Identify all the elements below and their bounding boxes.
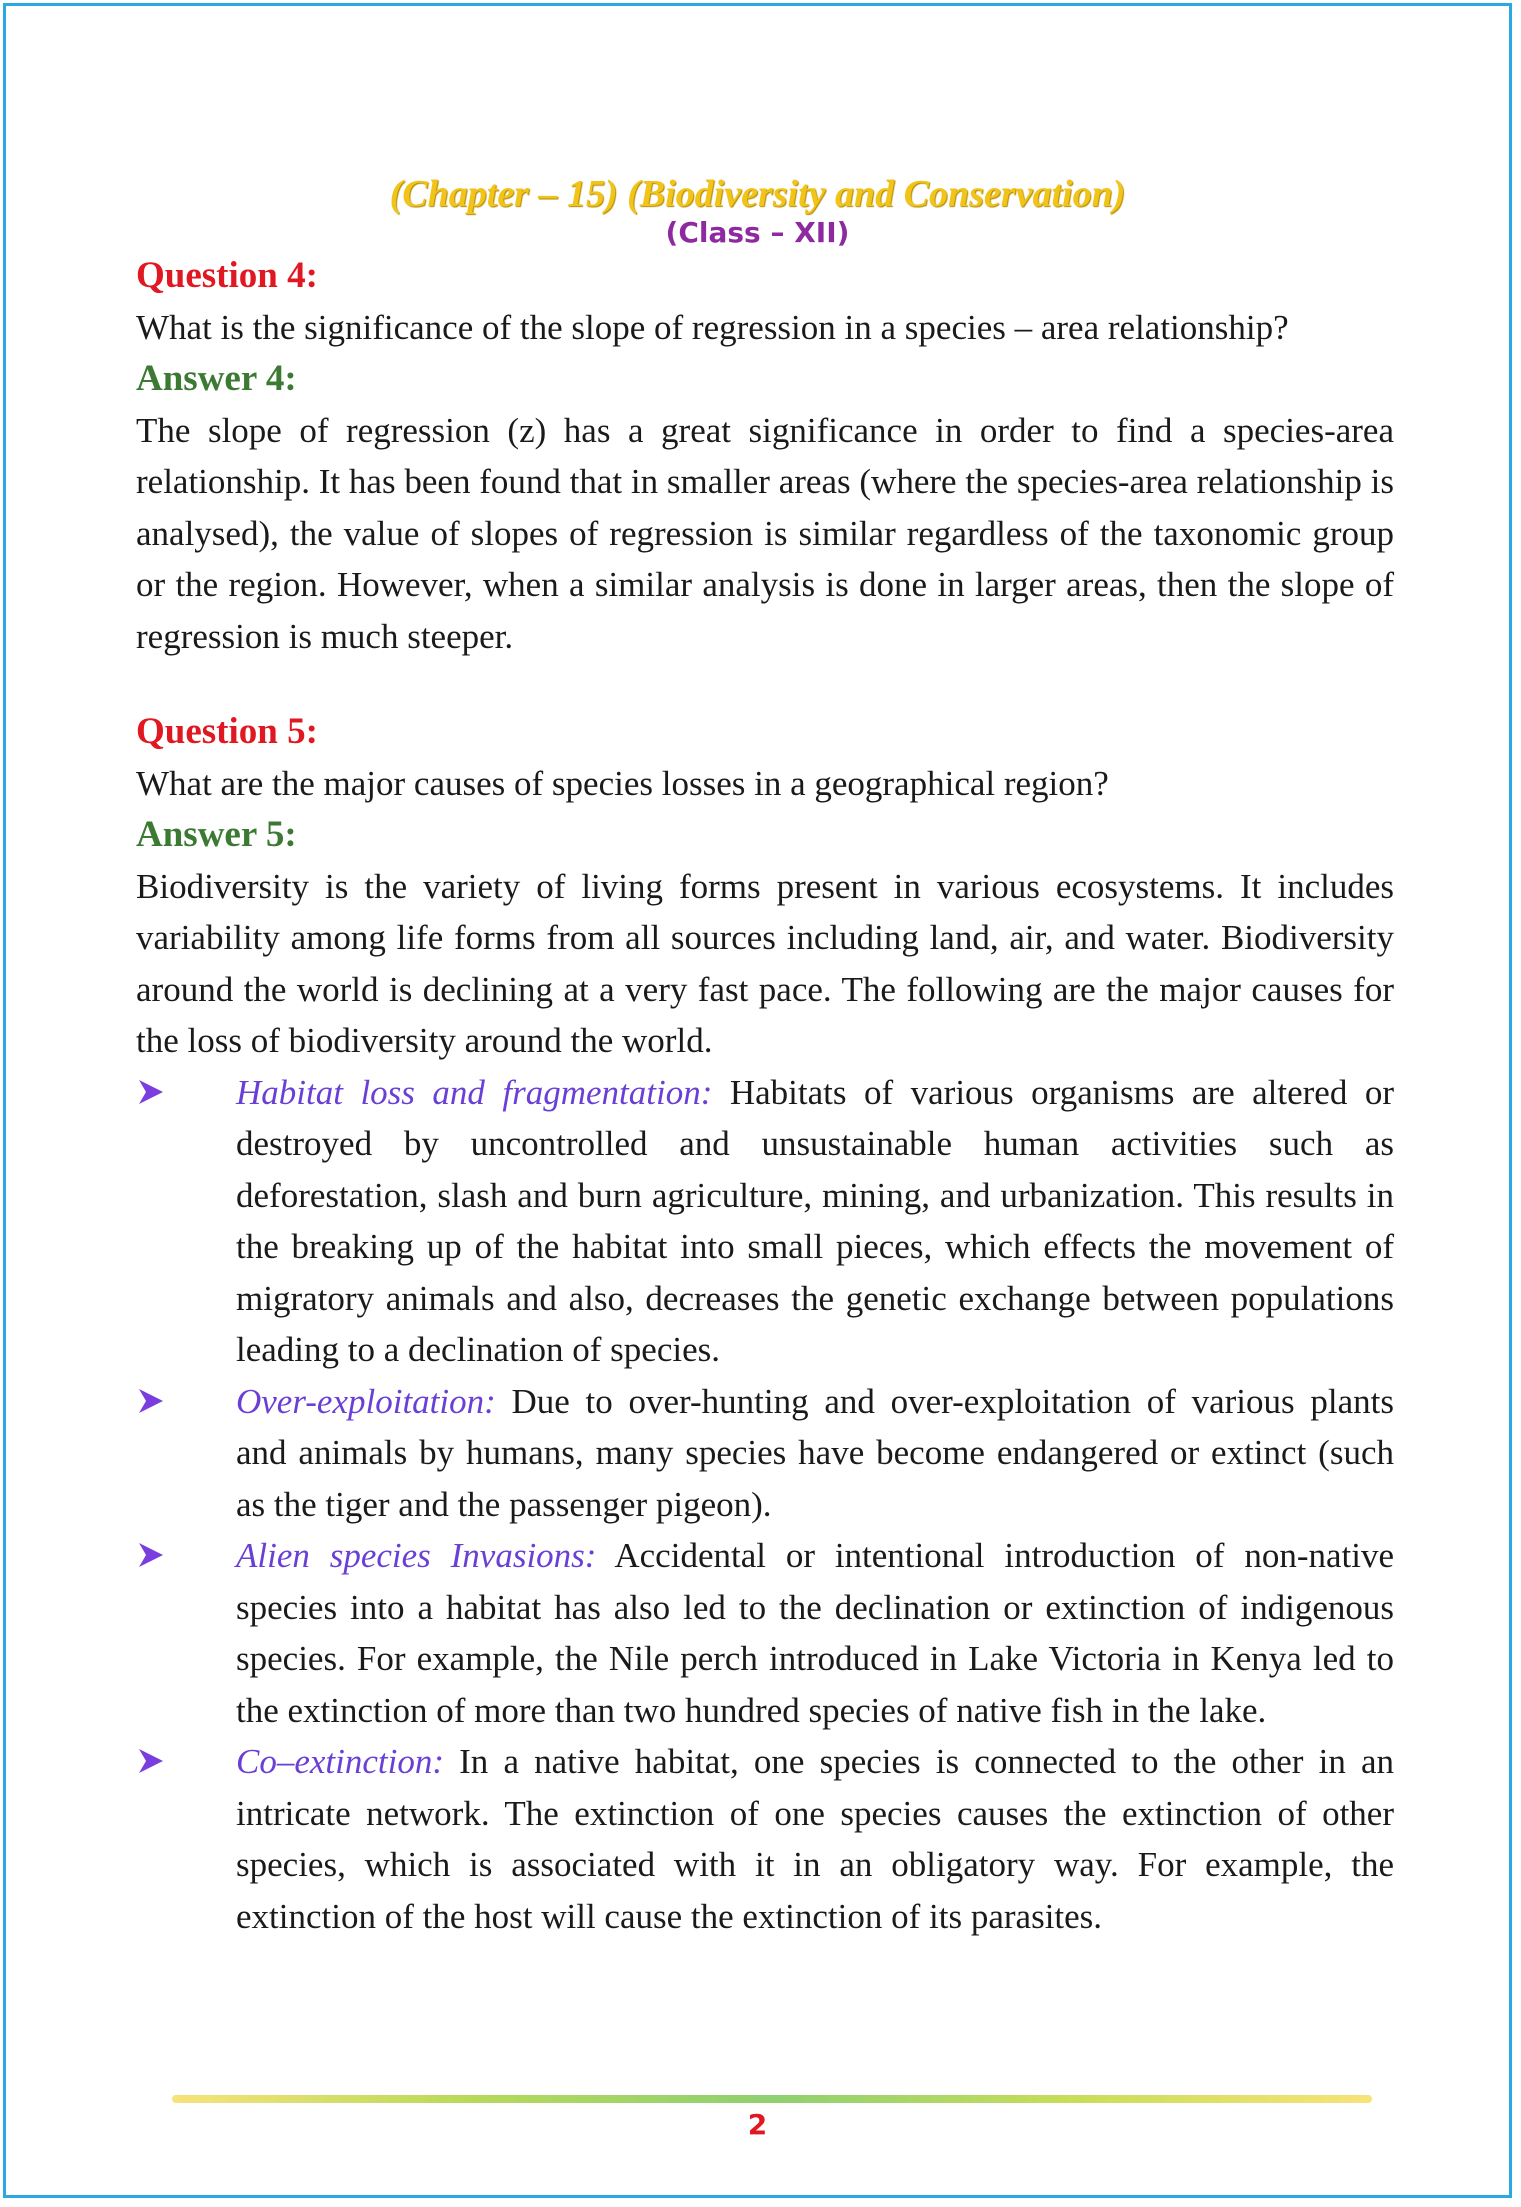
bullet-item-alien-species: [136, 1530, 1394, 1736]
bullet-term: Habitat loss and fragmentation:: [236, 1072, 713, 1112]
arrow-bullet-icon: [136, 1077, 166, 1107]
question-5-label: Question 5:: [136, 711, 318, 752]
bullet-item-over-exploitation: [136, 1376, 1394, 1531]
bullet-term: Over-exploitation:: [236, 1381, 496, 1421]
main-content: [136, 250, 1394, 1942]
chapter-title: (Chapter – 15) (Biodiversity and Conservation): [389, 173, 1126, 215]
bullet-text: Accidental or intentional introduction of non-native species into a habitat has also led to the declination or extinction of indigenous species. For example, the Nile perch introduced in Lake Victoria in Kenya led to the extinction of more than two hundred species of native fish in the lake.: [236, 1536, 1394, 1730]
question-4-label: Question 4:: [136, 255, 318, 296]
answer-4-label: Answer 4:: [136, 358, 297, 399]
bullet-term: Co–extinction:: [236, 1742, 445, 1781]
question-5-text: What are the major causes of species losses in a geographical region?: [136, 763, 1109, 803]
bullet-item-co-extinction: [136, 1736, 1394, 1942]
page-number: 2: [747, 2108, 768, 2141]
arrow-bullet-icon: [136, 1540, 166, 1570]
bullet-text: Due to over-hunting and over-exploitation of various plants and animals by humans, many species have become endangered or extinct (such as the tiger and the passenger pigeon).: [236, 1381, 1394, 1524]
bullet-term: Alien species Invasions:: [236, 1536, 597, 1575]
answer-5-label: Answer 5:: [136, 814, 297, 855]
class-label: (Class – XII): [665, 216, 850, 249]
section-gap: [136, 662, 1394, 706]
footer-divider: [172, 2095, 1372, 2103]
bullet-text: In a native habitat, one species is connected to the other in an intricate network. The extinction of one species causes the extinction of other species, which is associated with it in an obligatory way. For example, the extinction of the host will cause the extinction of its parasites.: [236, 1742, 1394, 1936]
question-4-text: What is the significance of the slope of regression in a species – area relationship?: [136, 307, 1289, 347]
arrow-bullet-icon: [136, 1746, 166, 1776]
answer-4-text: The slope of regression (z) has a great significance in order to find a species-area relationship. It has been found that in smaller areas (where the species-area relationship is analysed), the value of slopes of regression is similar regardless of the taxonomic group or the region. However, when a similar analysis is done in larger areas, then the slope of regression is much steeper.: [136, 410, 1394, 656]
bullet-item-habitat-loss: [136, 1067, 1394, 1376]
bullet-text: Habitats of various organisms are altered or destroyed by uncontrolled and unsustainable human activities such as deforestation, slash and burn agriculture, mining, and urbanization. This results in the breaking up of the habitat into small pieces, which effects the movement of migratory animals and also, decreases the genetic exchange between populations leading to a declination of species.: [236, 1072, 1394, 1369]
page: [3, 3, 1512, 2198]
answer-5-text: Biodiversity is the variety of living forms present in various ecosystems. It includes variability among life forms from all sources including land, air, and water. Biodiversity around the world is declining at a very fast pace. The following are the major causes for the loss of biodiversity around the world.: [136, 866, 1394, 1060]
arrow-bullet-icon: [136, 1386, 166, 1416]
